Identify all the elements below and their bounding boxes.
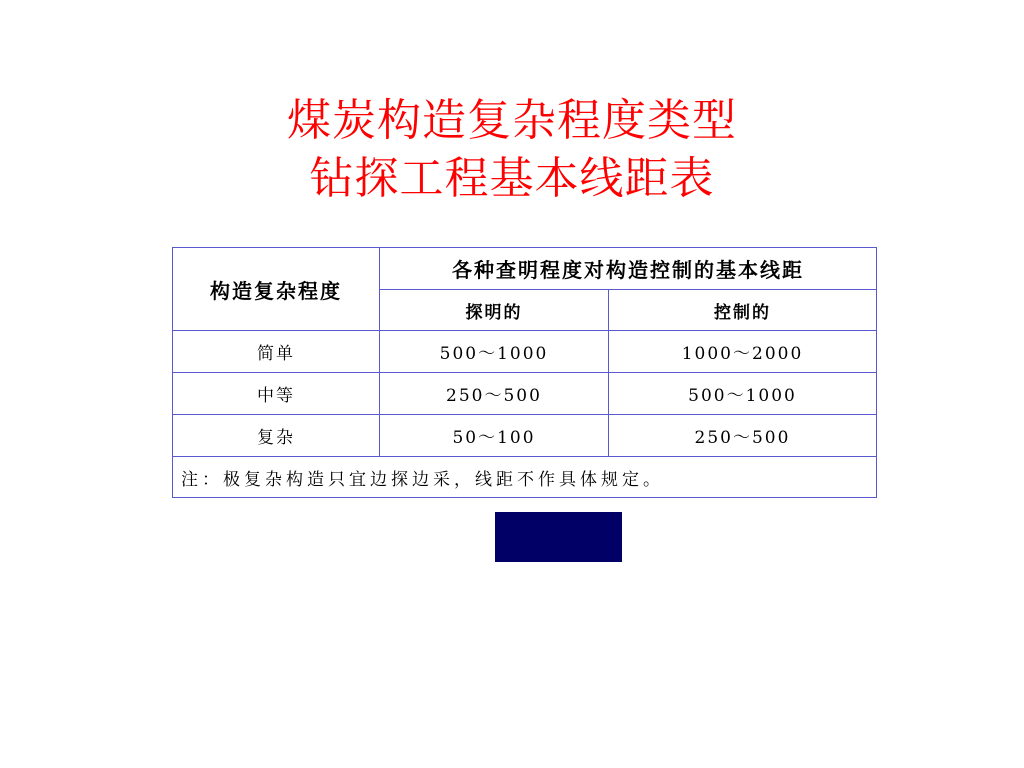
table-note-row (173, 457, 877, 498)
header-controlled: 控制的 (609, 290, 877, 331)
line-spacing-table (172, 247, 877, 498)
cell-controlled: 1000～2000 (609, 331, 877, 373)
table-header-row (173, 248, 877, 290)
slide-title (0, 92, 1024, 208)
row-label: 简单 (173, 331, 380, 373)
row-label: 中等 (173, 373, 380, 415)
navy-rectangle (495, 512, 622, 562)
table-note: 注：极复杂构造只宜边探边采，线距不作具体规定。 (173, 457, 877, 498)
header-group: 各种查明程度对构造控制的基本线距 (380, 248, 877, 290)
cell-proven: 500～1000 (380, 331, 609, 373)
header-complexity: 构造复杂程度 (173, 248, 380, 331)
header-proven: 探明的 (380, 290, 609, 331)
table-row (173, 373, 877, 415)
table-row (173, 331, 877, 373)
cell-controlled: 500～1000 (609, 373, 877, 415)
title-line-1: 煤炭构造复杂程度类型 (287, 95, 737, 146)
cell-controlled: 250～500 (609, 415, 877, 457)
table-row (173, 415, 877, 457)
row-label: 复杂 (173, 415, 380, 457)
title-line-2: 钻探工程基本线距表 (309, 153, 715, 204)
cell-proven: 250～500 (380, 373, 609, 415)
cell-proven: 50～100 (380, 415, 609, 457)
